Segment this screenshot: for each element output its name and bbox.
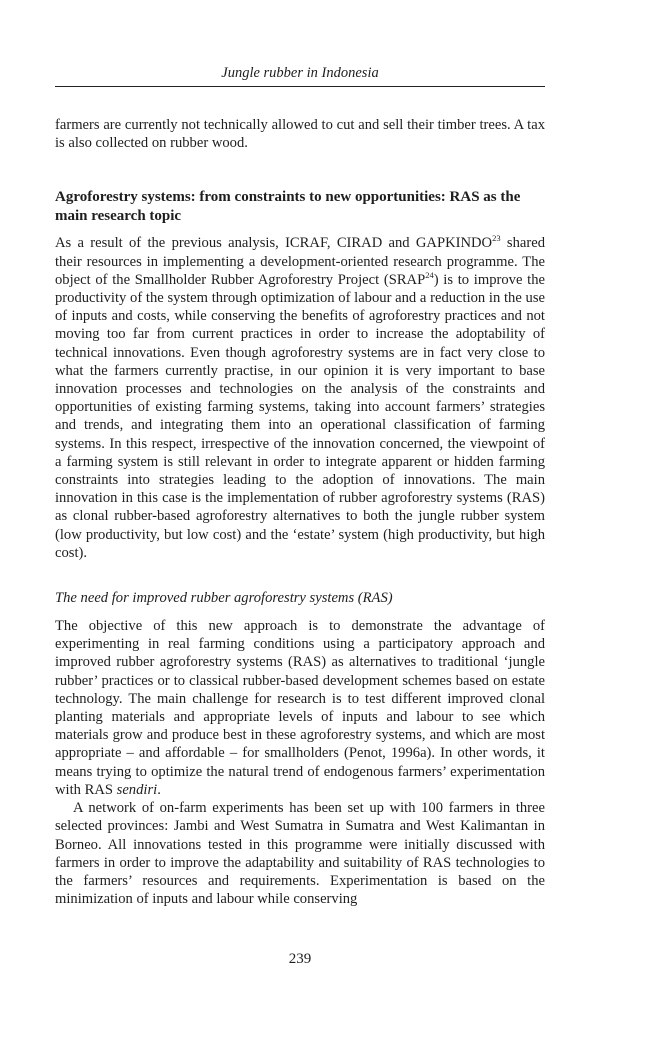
- carryover-paragraph: farmers are currently not technically allowed to cut and sell their timber trees. A tax is also collected on rubber wood.: [55, 117, 545, 152]
- footnote-marker: 23: [492, 233, 501, 244]
- running-head: Jungle rubber in Indonesia: [221, 65, 379, 81]
- paragraph-srap: [55, 234, 545, 562]
- section-heading: Agroforestry systems: from constraints to new opportunities: RAS as the main research topic: [55, 189, 521, 225]
- paragraph-objective: [55, 617, 545, 799]
- header-rule: [55, 86, 545, 87]
- paragraph-network: A network of on-farm experiments has been set up with 100 farmers in three selected provinces: Jambi and West Sumatra in Sumatra and West Kalimantan in Borneo. All innovations tested in this programme were initially discussed with farmers in order to improve the adaptability and suitability of RAS technologies to the farmers’ resources and requirements. Experimentation is based on the minimization of inputs and labour while conserving: [55, 800, 545, 908]
- paragraph-text: As a result of the previous analysis, ICRAF, CIRAD and GAPKINDO: [55, 235, 493, 252]
- page-number: 239: [288, 951, 312, 967]
- paragraph-text: The objective of this new approach is to demonstrate the advantage of experimenting in real farming conditions using a participatory approach and improved rubber agroforestry systems (RAS) as alternatives to traditional ‘jungle rubber’ practices or to classical rubber-based development schemes based on estate technology. The main challenge for research is to test different improved clonal planting materials and appropriate levels of inputs and labour to see which materials grow and produce best in these agroforestry systems, and which are most appropriate – and affordable – for smallholders (Penot, 1996a). In other words, it means trying to optimize the natural trend of endogenous farmers’ experimentation with RAS: [55, 618, 545, 798]
- paragraph-text: .: [157, 781, 161, 798]
- paragraph-text: shared their resources in implementing a development-oriented research programme. The object of the Smallholder Rubber Agroforestry Project (SRAP: [55, 235, 545, 288]
- footnote-marker: 24: [425, 269, 434, 280]
- subsection-heading: The need for improved rubber agroforestry systems (RAS): [55, 590, 393, 607]
- page-body: [55, 116, 545, 908]
- paragraph-text: ) is to improve the productivity of the system through optimization of labour and a reduction in the use of inputs and costs, while conserving the benefits of agroforestry practices and not moving too far from current practices in order to increase the adoptability of technical innovations. Even though agroforestry systems are in fact very close to what the farmers currently practise, in our opinion it is very important to base innovation processes and technologies on the analysis of the constraints and opportunities of existing farming systems, taking into account farmers’ strategies and trends, and integrating them into an operational classification of farming systems. In this respect, irrespective of the innovation concerned, the viewpoint of a farming system is still relevant in order to integrate apparent or hidden farming constraints into strategies leading to the adoption of innovations. The main innovation in this case is the implementation of rubber agroforestry systems (RAS) as clonal rubber-based agroforestry alternatives to both the jungle rubber system (low productivity, but low cost) and the ‘estate’ system (high productivity, but high cost).: [55, 271, 545, 561]
- italic-term: sendiri: [116, 781, 158, 798]
